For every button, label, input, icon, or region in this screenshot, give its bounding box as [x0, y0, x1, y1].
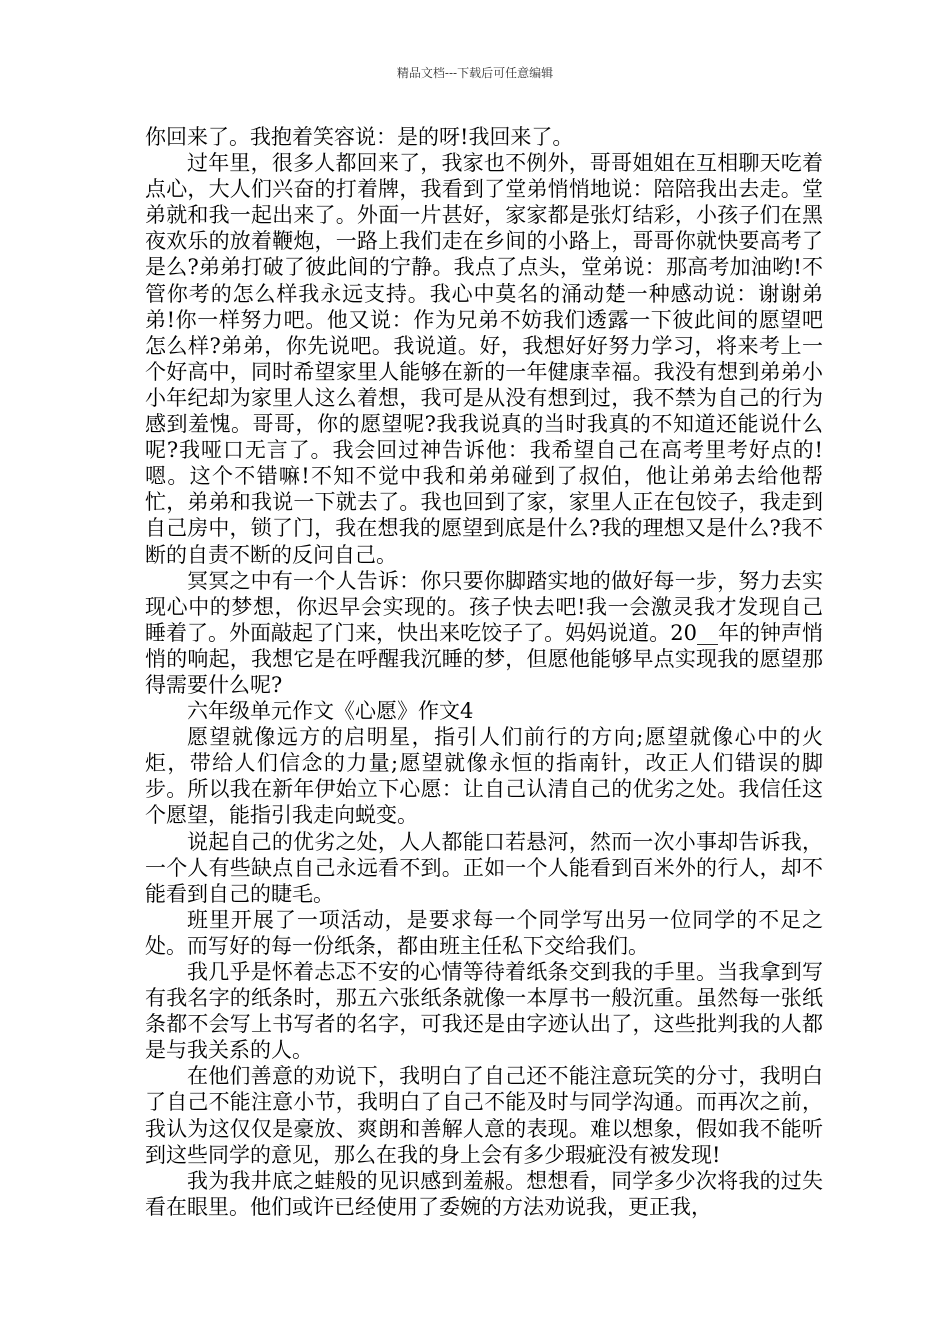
paragraph: 我几乎是怀着忐忑不安的心情等待着纸条交到我的手里。当我拿到写有我名字的纸条时，那五六张纸条就像一本厚书一般沉重。虽然每一张纸条都不会写上书写者的名字，可我还是由字迹认出了，这些批判我的人都是与我关系的人。: [145, 960, 823, 1063]
paragraph: 班里开展了一项活动，是要求每一个同学写出另一位同学的不足之处。而写好的每一份纸条，都由班主任私下交给我们。: [145, 907, 823, 958]
paragraph: 六年级单元作文《心愿》作文4: [187, 699, 474, 724]
paragraph: 我为我井底之蛙般的见识感到羞赧。想想看，同学多少次将我的过失看在眼里。他们或许已经使用了委婉的方法劝说我，更正我，: [145, 1168, 823, 1219]
paragraph: 在他们善意的劝说下，我明白了自己还不能注意玩笑的分寸，我明白了自己不能注意小节，我明白了自己不能及时与同学沟通。而再次之前，我认为这仅仅是豪放、爽朗和善解人意的表现。难以想象，假如我不能听到这些同学的意见，那么在我的身上会有多少瑕疵没有被发现!: [145, 1064, 823, 1167]
paragraph: 过年里，很多人都回来了，我家也不例外，哥哥姐姐在互相聊天吃着点心，大人们兴奋的打着牌，我看到了堂弟悄悄地说：陪陪我出去走。堂弟就和我一起出来了。外面一片甚好，家家都是张灯结彩，小孩子们在黑夜欢乐的放着鞭炮，一路上我们走在乡间的小路上，哥哥你就快要高考了是么?弟弟打破了彼此间的宁静。我点了点头，堂弟说：那高考加油哟!不管你考的怎么样我永远支持。我心中莫名的涌动楚一种感动说：谢谢弟弟!你一样努力吧。他又说：作为兄弟不妨我们透露一下彼此间的愿望吧怎么样?弟弟，你先说吧。我说道。好，我想好好努力学习，将来考上一个好高中，同时希望家里人能够在新的一年健康幸福。我没有想到弟弟小小年纪却为家里人这么着想，我可是从没有想到过，我不禁为自己的行为感到羞愧。哥哥，你的愿望呢?我我说真的当时我真的不知道还能说什么呢?我哑口无言了。我会回过神告诉他：我希望自己在高考里考好点的!嗯。这个不错嘛!不知不觉中我和弟弟碰到了叔伯，他让弟弟去给他帮忙，弟弟和我说一下就去了。我也回到了家，家里人正在包饺子，我走到自己房中，锁了门，我在想我的愿望到底是什么?我的理想又是什么?我不断的自责不断的反问自己。: [145, 151, 823, 567]
paragraph: 愿望就像远方的启明星，指引人们前行的方向;愿望就像心中的火炬，带给人们信念的力量;愿望就像永恒的指南针，改正人们错误的脚步。所以我在新年伊始立下心愿：让自己认清自己的优劣之处。我信任这个愿望，能指引我走向蜕变。: [145, 725, 823, 828]
paragraph: 说起自己的优劣之处，人人都能口若悬河，然而一次小事却告诉我，一个人有些缺点自己永远看不到。正如一个人能看到百米外的行人，却不能看到自己的睫毛。: [145, 829, 823, 906]
document-body: [145, 124, 823, 1220]
paragraph: 你回来了。我抱着笑容说：是的呀!我回来了。: [145, 125, 574, 149]
page-header: 精品文档---下载后可任意编辑: [396, 66, 554, 80]
paragraph: 冥冥之中有一个人告诉：你只要你脚踏实地的做好每一步，努力去实现心中的梦想，你迟早会实现的。孩子快去吧!我一会激灵我才发现自己睡着了。外面敲起了门来，快出来吃饺子了。妈妈说道。20__年的钟声悄悄的响起，我想它是在呼醒我沉睡的梦，但愿他能够早点实现我的愿望那得需要什么呢?: [145, 568, 823, 697]
